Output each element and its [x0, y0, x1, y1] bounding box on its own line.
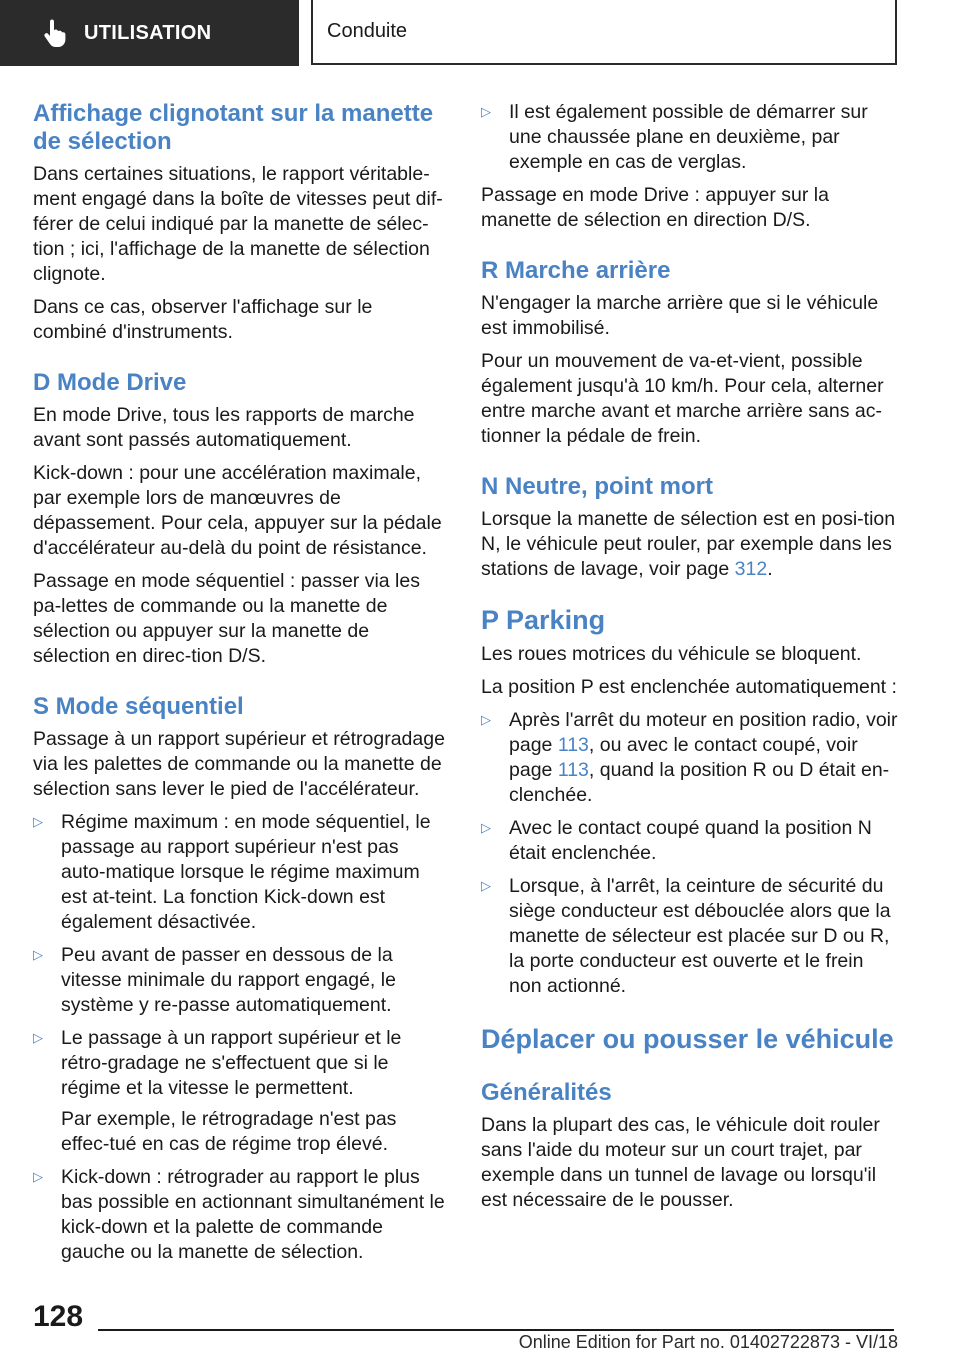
text: Après l'arrêt du moteur en position radio, voir page [509, 709, 898, 756]
heading-parking: P Parking [481, 605, 606, 635]
text: Lorsque la manette de sélection est en posi-tion N, le véhicule peut rouler, par exemple dans les stations de lavage, voir page [481, 508, 896, 580]
chapter-tab [311, 0, 897, 65]
paragraph: N'engager la marche arrière que si le véhicule est immobilisé. [481, 292, 879, 339]
page-link-113[interactable]: 113 [557, 759, 589, 781]
page-number: 128 [33, 1300, 84, 1333]
bullet-list [481, 708, 899, 999]
paragraph: La position P est enclenchée automatiquement : [481, 676, 897, 698]
paragraph [481, 507, 899, 582]
page-link-113[interactable]: 113 [557, 734, 589, 756]
paragraph: Kick-down : pour une accélération maximale, par exemple lors de manœuvres de dépassement. Pour cela, appuyer sur la pédale d'accélérateur au-delà du point de résistance. [33, 462, 442, 559]
list-item: ▷ Peu avant de passer en dessous de la vitesse minimale du rapport engagé, le système y re-passe automatiquement. [33, 943, 445, 1018]
edition-text: Online Edition for Part no. 01402722873 - VI/18 [518, 1332, 898, 1352]
heading-blinking-display: Affichage clignotant sur la manette de sélection [33, 100, 434, 155]
heading-neutral: N Neutre, point mort [481, 473, 713, 500]
section-label: UTILISATION [84, 21, 212, 44]
paragraph: Dans la plupart des cas, le véhicule doit rouler sans l'aide du moteur sur un court trajet, par exemple dans un tunnel de lavage ou lorsqu'il est nécessaire de le pousser. [481, 1114, 880, 1211]
list-item: ▷ Avec le contact coupé quand la position N était enclenchée. [481, 816, 899, 866]
paragraph: Passage à un rapport supérieur et rétrogradage via les palettes de commande ou la manette de sélection sans lever le pied de l'accélérateur. [33, 728, 445, 800]
list-item: ▷ Il est également possible de démarrer sur une chaussée plane en deuxième, par exemple en cas de verglas. [481, 100, 899, 175]
bullet-list [33, 810, 445, 1265]
list-item: ▷ Régime maximum : en mode séquentiel, le passage au rapport supérieur n'est pas auto-matique lorsque le régime maximum est at-teint. La fonction Kick-down est également désactivée. [33, 810, 445, 935]
heading-sequential-mode: S Mode séquentiel [33, 693, 244, 720]
text: , ou avec le contact coupé, voir page [509, 734, 858, 781]
heading-general: Généralités [481, 1079, 612, 1106]
paragraph: Pour un mouvement de va-et-vient, possible également jusqu'à 10 km/h. Pour cela, alterner entre marche avant et marche arrière sans ac-tionner la pédale de frein. [481, 350, 884, 447]
footer-divider [98, 1329, 894, 1331]
bullet-list [481, 100, 899, 175]
heading-move-vehicle: Déplacer ou pousser le véhicule [481, 1024, 894, 1054]
text: , quand la position R ou D était en-clenchée. [509, 759, 890, 806]
list-item-text: Le passage à un rapport supérieur et le rétro-gradage ne s'effectuent que si le régime et la vitesse le permettent. [61, 1027, 402, 1099]
left-column [33, 100, 445, 1273]
paragraph: Dans certaines situations, le rapport véritable-ment engagé dans la boîte de vitesses peut dif-férer de celui indiqué par la manette de sélec-tion ; ici, l'affichage de la manette de sélection clignote. [33, 163, 443, 285]
page-link-312[interactable]: 312 [734, 558, 768, 580]
chapter-label: Conduite [327, 20, 408, 42]
list-item: ▷ Lorsque, à l'arrêt, la ceinture de sécurité du siège conducteur est débouclée alors que la manette de sélecteur est placée sur D ou R, la porte conducteur est ouverte et le frein non actionné. [481, 874, 899, 999]
paragraph: Dans ce cas, observer l'affichage sur le combiné d'instruments. [33, 296, 373, 343]
paragraph: Les roues motrices du véhicule se bloquent. [481, 643, 862, 665]
heading-reverse: R Marche arrière [481, 257, 671, 284]
right-column [481, 100, 899, 1221]
list-item-note: Par exemple, le rétrogradage n'est pas effec-tué en cas de régime trop élevé. [61, 1108, 397, 1155]
list-item: ▷ Kick-down : rétrograder au rapport le plus bas possible en actionnant simultanément le kick-down et la palette de commande gauche ou la manette de sélection. [33, 1165, 445, 1265]
heading-drive-mode: D Mode Drive [33, 369, 187, 396]
hand-pointer-icon [40, 18, 70, 48]
list-item [481, 708, 899, 808]
section-tab [0, 0, 299, 66]
paragraph: Passage en mode séquentiel : passer via les pa-lettes de commande ou la manette de sélection ou appuyer sur la manette de sélection en direc-tion D/S. [33, 570, 420, 667]
text: . [767, 558, 773, 580]
page-header [0, 0, 960, 66]
paragraph: En mode Drive, tous les rapports de marche avant sont passés automatiquement. [33, 404, 415, 451]
list-item [33, 1026, 445, 1157]
paragraph: Passage en mode Drive : appuyer sur la manette de sélection en direction D/S. [481, 184, 829, 231]
